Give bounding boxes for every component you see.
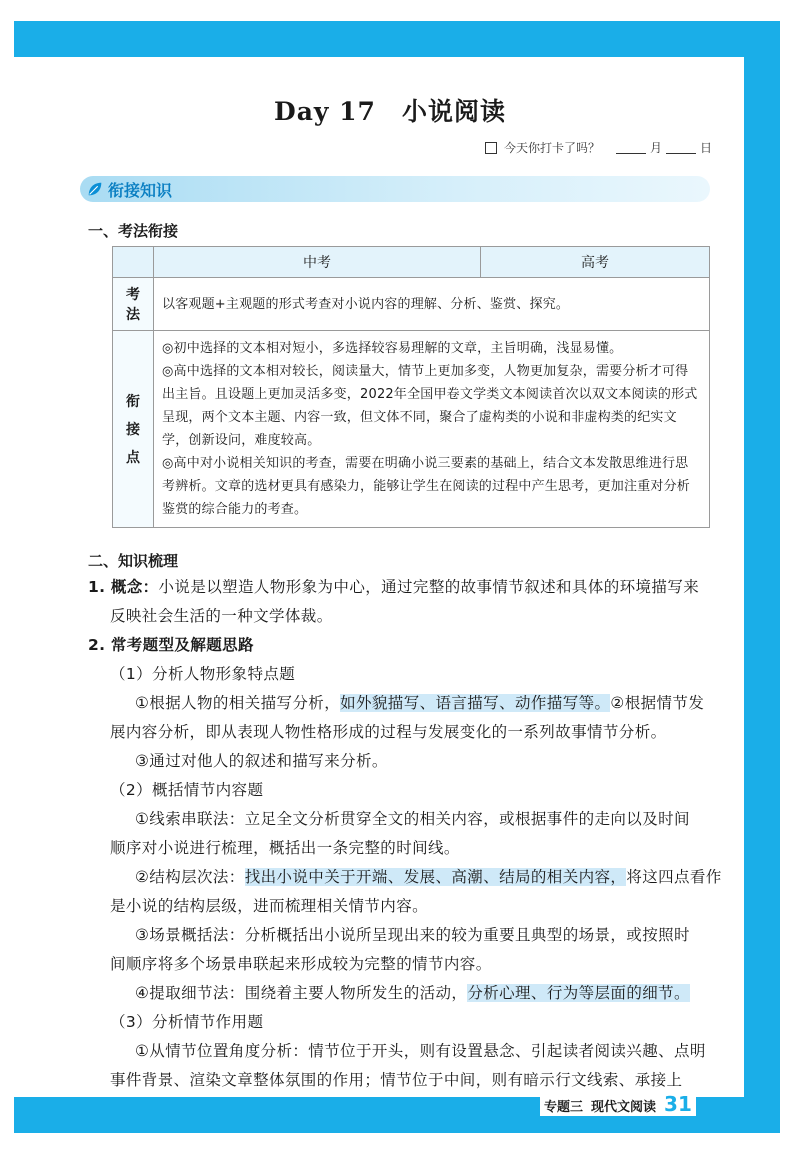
sub2-line-2: 顺序对小说进行梳理，概括出一条完整的时间线。 xyxy=(110,839,460,857)
part1-heading: 一、考法衔接 xyxy=(88,222,179,240)
right-color-band xyxy=(744,21,780,1133)
day-blank[interactable] xyxy=(666,142,696,154)
xianjie-para-1: ◎初中选择的文本相对短小，多选择较容易理解的文章，主旨明确，浅显易懂。 xyxy=(162,341,623,356)
row-kaofa-text: 以客观题+主观题的形式考查对小说内容的理解、分析、鉴赏、探究。 xyxy=(154,278,710,331)
checkin-line xyxy=(485,139,712,156)
sub1-line-1: ①根据人物的相关描写分析，如外貌描写、语言描写、动作描写等。②根据情节发 xyxy=(135,694,705,712)
day-label: 日 xyxy=(699,141,712,155)
page-footer xyxy=(540,1092,696,1116)
highlight: 分析心理、行为等层面的细节。 xyxy=(467,984,690,1002)
xianjie-para-3: ◎高中对小说相关知识的考查，需要在明确小说三要素的基础上，结合文本发散思维进行思考辨析。文章的选材更具有感染力，能够让学生在阅读的过程中产生思考，更加注重对分析鉴赏的综合能力的考查。 xyxy=(162,456,691,517)
sub2-line-6: 间顺序将多个场景串联起来形成较为完整的情节内容。 xyxy=(110,955,492,973)
comparison-table xyxy=(112,246,710,528)
row-xianjiedian-text xyxy=(154,331,710,528)
highlight: 找出小说中关于开端、发展、高潮、结局的相关内容， xyxy=(244,868,627,886)
sub1-line-3: ③通过对他人的叙述和描写来分析。 xyxy=(135,752,388,770)
item2-heading: 2. 常考题型及解题思路 xyxy=(88,636,254,654)
month-blank[interactable] xyxy=(616,142,646,154)
row-head-xianjiedian: 衔 接 点 xyxy=(113,331,154,528)
item1-line-2: 反映社会生活的一种文学体裁。 xyxy=(110,607,333,625)
footer-section: 专题三 xyxy=(544,1100,584,1115)
sub2-line-1: ①线索串联法：立足全文分析贯穿全文的相关内容，或根据事件的走向以及时间 xyxy=(135,810,690,828)
sub2-line-5: ③场景概括法：分析概括出小说所呈现出来的较为重要且典型的场景，或按照时 xyxy=(135,926,690,944)
part2-heading: 二、知识梳理 xyxy=(88,552,179,570)
table-header-row xyxy=(113,247,710,278)
sub2-line-7: ④提取细节法：围绕着主要人物所发生的活动，分析心理、行为等层面的细节。 xyxy=(135,984,690,1002)
highlight: 如外貌描写、语言描写、动作描写等。 xyxy=(340,694,611,712)
section-banner xyxy=(80,176,710,202)
table-row xyxy=(113,331,710,528)
col-header-gaokao: 高考 xyxy=(481,247,710,278)
checkin-checkbox[interactable] xyxy=(485,142,497,154)
sub1-title: （1）分析人物形象特点题 xyxy=(110,665,296,683)
col-header-zhongkao: 中考 xyxy=(154,247,481,278)
sub2-line-4: 是小说的结构层级，进而梳理相关情节内容。 xyxy=(110,897,429,915)
page-title: Day 17 小说阅读 xyxy=(274,97,506,126)
sub3-title: （3）分析情节作用题 xyxy=(110,1013,264,1031)
sub2-title: （2）概括情节内容题 xyxy=(110,781,264,799)
table-corner xyxy=(113,247,154,278)
checkin-text: 今天你打卡了吗？ xyxy=(503,141,600,155)
xianjie-para-2: ◎高中选择的文本相对较长，阅读量大，情节上更加多变，人物更加复杂，需要分析才可得出主旨。且设题上更加灵活多变，2022年全国甲卷文学类文本阅读首次以双文本阅读的形式呈现，两个文本主题、内容一致，但文体不同，聚合了虚构类的小说和非虚构类的纪实文学，创新设问，难度较高。 xyxy=(162,364,698,448)
sub2-line-3: ②结构层次法：找出小说中关于开端、发展、高潮、结局的相关内容，将这四点看作 xyxy=(135,868,722,886)
row-head-kaofa: 考 法 xyxy=(113,278,154,331)
leaf-icon xyxy=(86,180,104,198)
sub1-line-2: 展内容分析，即从表现人物性格形成的过程与发展变化的一系列故事情节分析。 xyxy=(110,723,667,741)
section-banner-label: 衔接知识 xyxy=(108,180,173,200)
sub3-line-2: 事件背景、渲染文章整体氛围的作用；情节位于中间，则有暗示行文线索、承接上 xyxy=(110,1071,683,1089)
footer-subject: 现代文阅读 xyxy=(591,1100,657,1115)
item1-line-1: 1. 概念：小说是以塑造人物形象为中心，通过完整的故事情节叙述和具体的环境描写来 xyxy=(88,578,700,596)
page-number: 31 xyxy=(664,1092,692,1116)
top-color-band xyxy=(14,21,780,57)
sub3-line-1: ①从情节位置角度分析：情节位于开头，则有设置悬念、引起读者阅读兴趣、点明 xyxy=(135,1042,706,1060)
table-row xyxy=(113,278,710,331)
month-label: 月 xyxy=(649,141,662,155)
